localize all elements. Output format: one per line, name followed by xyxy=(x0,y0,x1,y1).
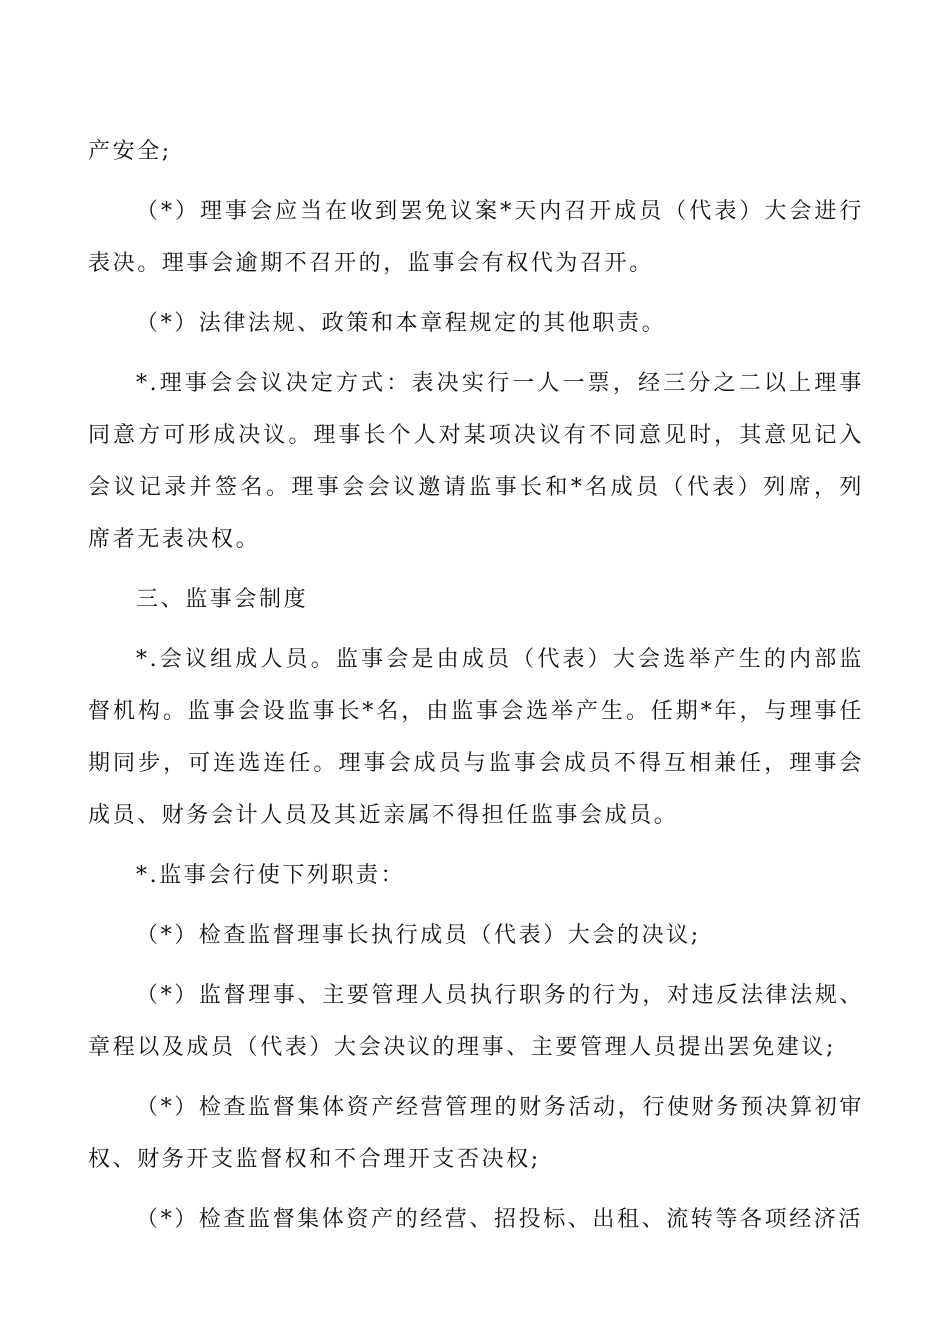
paragraph-dismissal-meeting: （*）理事会应当在收到罢免议案*天内召开成员（代表）大会进行表决。理事会逾期不召开的，监事会有权代为召开。 xyxy=(88,199,864,276)
paragraph-other-duties: （*）法律法规、政策和本章程规定的其他职责。 xyxy=(136,311,667,336)
section-heading-supervisory-board: 三、监事会制度 xyxy=(136,587,309,612)
list-item-duty-3: （*）检查监督集体资产经营管理的财务活动，行使财务预决算初审权、财务开支监督权和不合理开支否决权; xyxy=(88,1095,864,1172)
paragraph-continuation: 产安全; xyxy=(88,139,172,164)
list-item-duty-4: （*）检查监督集体资产的经营、招投标、出租、流转等各项经济活 xyxy=(136,1207,864,1232)
paragraph-council-decision: *.理事会会议决定方式：表决实行一人一票，经三分之二以上理事同意方可形成决议。理事长个人对某项决议有不同意见时，其意见记入会议记录并签名。理事会会议邀请监事长和*名成员（代表）列席，列席者无表决权。 xyxy=(88,371,864,552)
paragraph-meeting-members: *.会议组成人员。监事会是由成员（代表）大会选举产生的内部监督机构。监事会设监事长*名，由监事会选举产生。任期*年，与理事任期同步，可连选连任。理事会成员与监事会成员不得互相兼任，理事会成员、财务会计人员及其近亲属不得担任监事会成员。 xyxy=(88,647,864,828)
paragraph-supervisory-duties: *.监事会行使下列职责： xyxy=(136,863,406,888)
list-item-duty-2: （*）监督理事、主要管理人员执行职务的行为，对违反法律法规、章程以及成员（代表）大会决议的理事、主要管理人员提出罢免建议; xyxy=(88,983,864,1060)
document-body xyxy=(88,126,864,1254)
list-item-duty-1: （*）检查监督理事长执行成员（代表）大会的决议; xyxy=(136,923,701,948)
